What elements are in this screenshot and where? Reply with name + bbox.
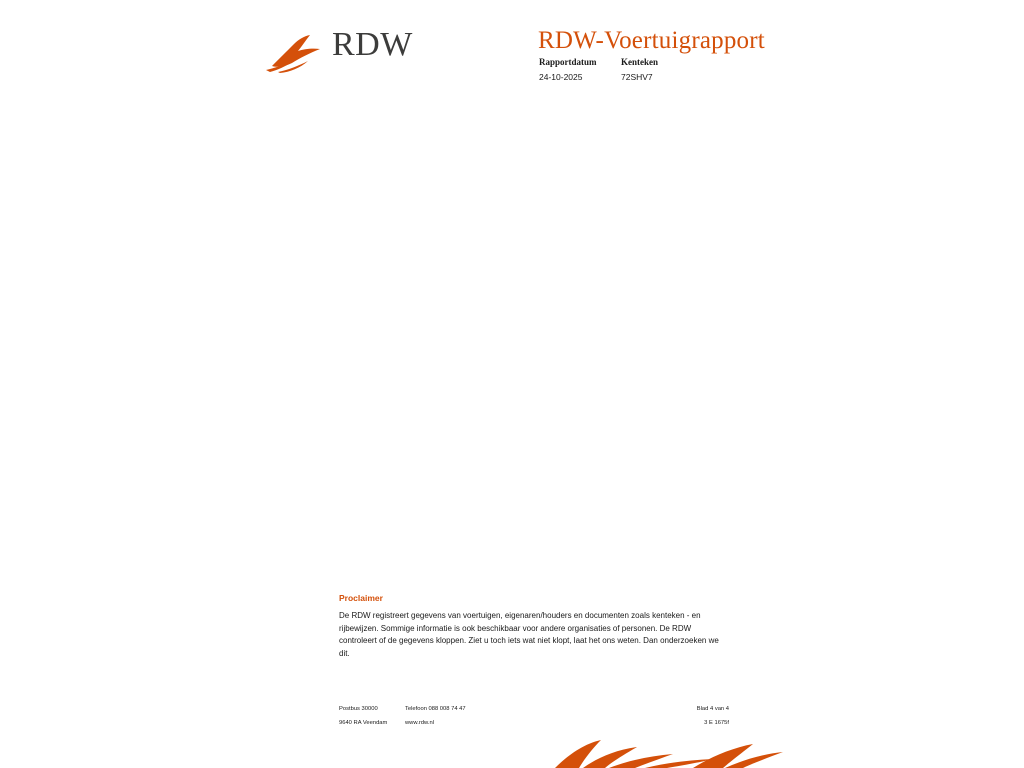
rdw-arrow-logo-icon [264, 32, 328, 74]
footer-phone: Telefoon 088 008 74 47 [405, 706, 466, 712]
rdw-logo [264, 18, 504, 80]
document-footer [339, 702, 729, 732]
proclaimer-title: Proclaimer [339, 593, 383, 603]
footer-website-link[interactable]: www.rdw.nl [405, 720, 434, 726]
footer-contact [405, 702, 525, 730]
footer-decorative-arrows-icon [553, 738, 785, 768]
footer-address-line1: Postbus 30000 [339, 706, 378, 712]
meta-report-date-value: 24-10-2025 [539, 72, 583, 82]
proclaimer-body: De RDW registreert gegevens van voertuigen, eigenaren/houders en documenten zoals kenteken - en rijbewijzen. Sommige informatie is ook beschikbaar voor andere organisaties of personen. De RDW controleert of de gegevens kloppen. Ziet u toch iets wat niet klopt, laat het ons weten. Dan onderzoeken we dit. [339, 611, 719, 658]
footer-doc-code: 3 E 1675f [704, 720, 729, 726]
page-title: RDW-Voertuigrapport [538, 27, 765, 54]
document-header [264, 18, 784, 98]
meta-license-plate-label: Kenteken [621, 57, 658, 67]
footer-page-number: Blad 4 van 4 [696, 706, 729, 712]
meta-report-date-label: Rapportdatum [539, 57, 597, 67]
footer-address [339, 702, 399, 730]
meta-license-plate-value: 72SHV7 [621, 72, 653, 82]
footer-address-line2: 9640 RA Veendam [339, 720, 388, 726]
proclaimer-section [339, 593, 719, 660]
footer-page-info [639, 702, 729, 730]
meta-license-plate [621, 56, 658, 84]
meta-report-date [539, 56, 597, 84]
rdw-logo-text: RDW [332, 26, 413, 63]
